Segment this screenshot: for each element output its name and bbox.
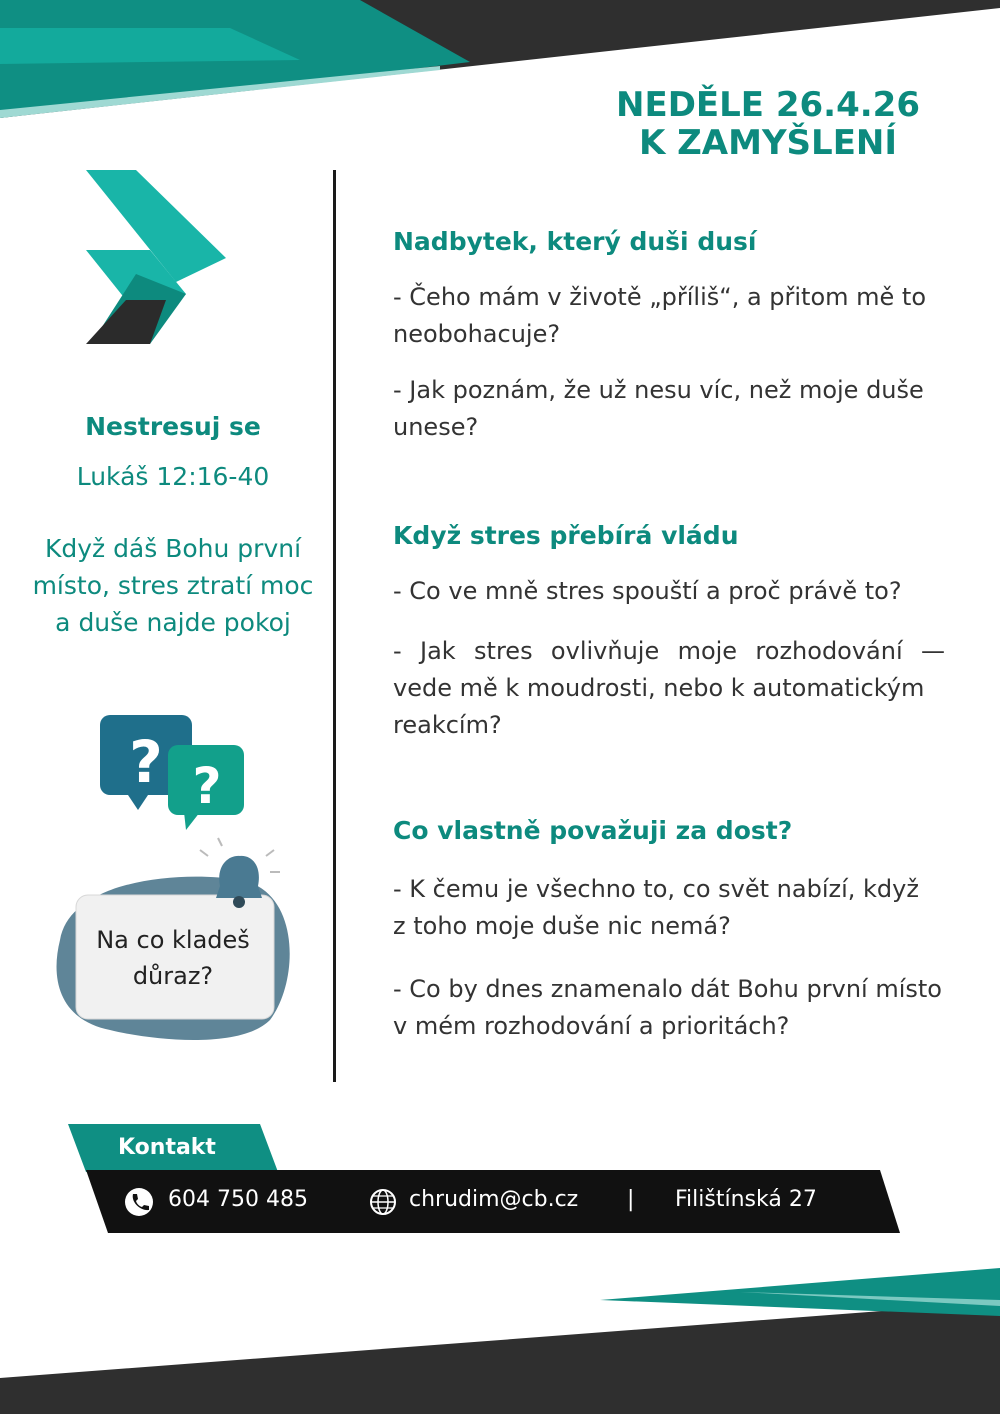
- logo-arrow-icon: [86, 170, 226, 344]
- question: [393, 372, 945, 446]
- contact-separator: |: [627, 1187, 635, 1212]
- motto-line: místo, stres ztratí moc: [32, 571, 314, 600]
- note-line: Na co kladeš: [96, 926, 250, 954]
- question-line: - Jak stres ovlivňuje moje rozhodování —: [393, 637, 945, 665]
- question: [393, 573, 945, 610]
- motto: [20, 530, 326, 641]
- bible-reference: Lukáš 12:16-40: [76, 462, 270, 491]
- contact-phone[interactable]: 604 750 485: [168, 1187, 308, 1212]
- section-heading: Nadbytek, který duši dusí: [393, 227, 757, 256]
- section-heading: Co vlastně považuji za dost?: [393, 816, 793, 845]
- phone-icon: [125, 1188, 153, 1216]
- motto-line: a duše najde pokoj: [55, 608, 291, 637]
- question-line: - Co ve mně stres spouští a proč právě to?: [393, 577, 902, 605]
- question-line: neobohacuje?: [393, 320, 561, 348]
- section-heading: Když stres přebírá vládu: [393, 521, 739, 550]
- svg-text:?: ?: [129, 728, 163, 796]
- question: [393, 633, 945, 744]
- bottom-dark-band: [0, 1302, 1000, 1414]
- contact-email[interactable]: chrudim@cb.cz: [409, 1187, 579, 1212]
- question-line: unese?: [393, 413, 479, 441]
- question-line: - Čeho mám v životě „příliš“, a přitom mě to: [393, 283, 927, 311]
- bottom-teal-band: [600, 1268, 1000, 1316]
- question-line: reakcím?: [393, 711, 502, 739]
- question: [393, 971, 983, 1045]
- date-heading: NEDĚLE 26.4.26: [616, 85, 920, 125]
- question-bubbles-icon: [100, 715, 244, 830]
- contact-address: Filištínská 27: [675, 1187, 817, 1212]
- question: [393, 871, 945, 945]
- page-title: [616, 86, 920, 162]
- theme-title: Nestresuj se: [85, 412, 261, 441]
- note-text: [78, 922, 268, 994]
- motto-line: Když dáš Bohu první: [44, 534, 302, 563]
- subtitle-heading: K ZAMYŠLENÍ: [638, 123, 898, 163]
- svg-text:?: ?: [192, 757, 222, 815]
- question-line: z toho moje duše nic nemá?: [393, 912, 731, 940]
- question-line: - K čemu je všechno to, co svět nabízí, když: [393, 875, 919, 903]
- question-line: - Co by dnes znamenalo dát Bohu první místo: [393, 975, 942, 1003]
- question-line: vede mě k moudrosti, nebo k automatickým: [393, 674, 925, 702]
- question-line: - Jak poznám, že už nesu víc, než moje duše: [393, 376, 924, 404]
- question-line: v mém rozhodování a prioritách?: [393, 1012, 790, 1040]
- column-divider: [333, 170, 336, 1082]
- question: [393, 279, 945, 353]
- note-line: důraz?: [132, 962, 214, 990]
- contact-label: Kontakt: [118, 1135, 216, 1160]
